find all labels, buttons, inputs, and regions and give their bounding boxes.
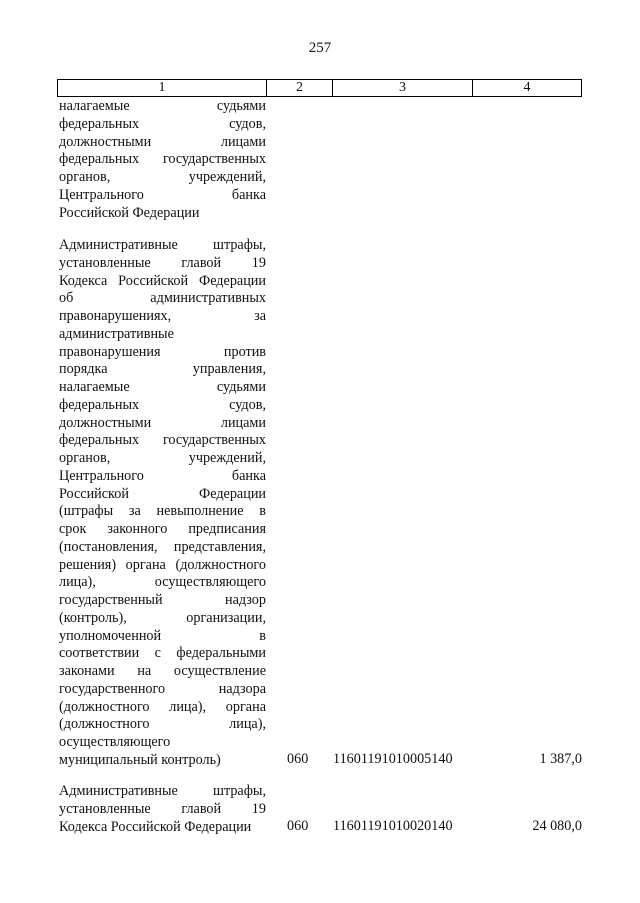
description-line: законами на осуществление [59,663,266,679]
description-line: Кодекса Российской Федерации [59,818,252,835]
description-line: налагаемые судьями [59,98,266,114]
description-line: органов, учреждений, [59,169,266,185]
description-line: (штрафы за невыполнение в [59,503,266,520]
row-continuation-description [59,98,266,222]
description-line: федеральных государственных [59,151,266,168]
description-line: установленные главой 19 [59,254,266,271]
row-fines-description-2 [59,783,266,836]
description-line: правонарушения против [59,343,266,360]
admin-code: 060 [287,818,309,834]
amount-value: 24 080,0 [532,818,582,834]
description-line: государственного надзора [59,680,266,697]
description-line: правонарушениях, за [59,308,266,324]
description-line: Российской Федерации [59,204,200,221]
description-line: (контроль), организации, [59,609,266,626]
description-line: осуществляющего [59,734,171,750]
description-line: федеральных судов, [59,396,266,413]
description-line: должностными лицами [59,414,266,431]
description-line: органов, учреждений, [59,450,266,466]
description-line: Российской Федерации [59,485,266,502]
column-header-3: 3 [332,80,472,96]
description-line: срок законного предписания [59,521,266,537]
budget-classification-code: 11601191010020140 [333,818,453,834]
description-line: (должностного лица), органа [59,698,266,715]
description-line: Административные штрафы, [59,783,266,799]
amount-value: 1 387,0 [539,751,582,767]
description-line: Административные штрафы, [59,237,266,253]
description-line: Центрального банка [59,467,266,484]
description-line: федеральных судов, [59,115,266,132]
description-line: Центрального банка [59,186,266,203]
description-line: государственный надзор [59,592,266,608]
description-line: лица), осуществляющего [59,574,266,591]
column-header-1: 1 [158,80,166,95]
column-header-4: 4 [472,80,581,96]
budget-classification-code: 11601191010005140 [333,751,453,767]
description-line: порядка управления, [59,361,266,378]
description-line: решения) органа (должностного [59,556,266,573]
description-line: об административных [59,290,266,307]
description-line: Кодекса Российской Федерации [59,272,266,289]
description-line: (должностного лица), [59,716,266,733]
description-line: соответствии с федеральными [59,645,266,662]
description-line: административные [59,325,174,342]
column-header-2: 2 [266,80,332,96]
description-line: муниципальный контроль) [59,751,221,768]
description-line: налагаемые судьями [59,379,266,395]
admin-code: 060 [287,751,309,767]
description-line: установленные главой 19 [59,800,266,817]
description-line: (постановления, представления, [59,538,266,555]
table-header-row [57,79,582,97]
row-fines-description [59,237,266,770]
page-number: 257 [308,40,332,56]
description-line: должностными лицами [59,133,266,150]
description-line: федеральных государственных [59,432,266,449]
description-line: уполномоченной в [59,627,266,644]
